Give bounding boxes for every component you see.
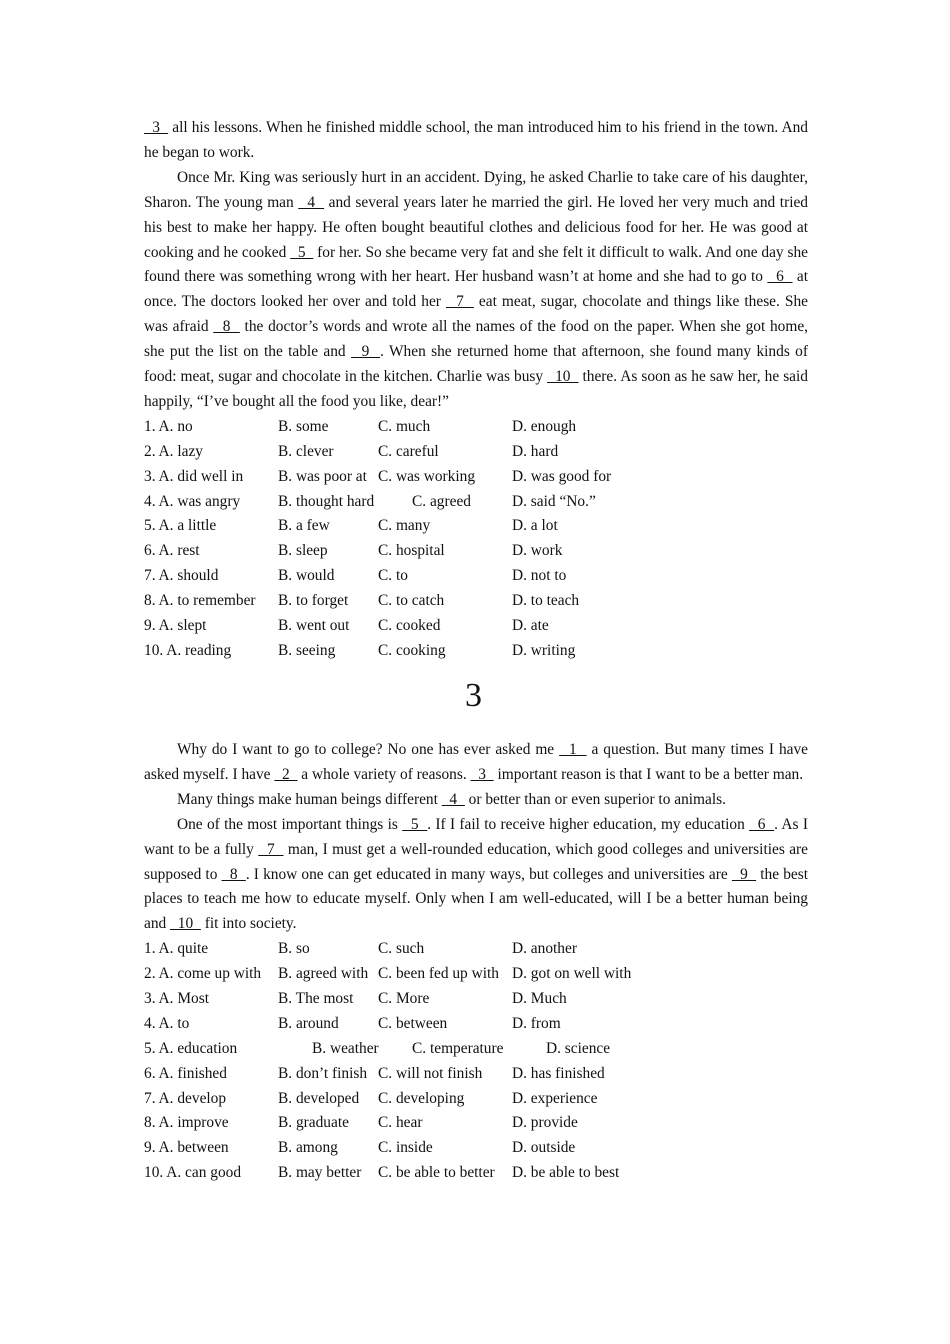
option-b: B. sleep [278,542,328,560]
question-option-a: 4. A. to [144,1014,190,1032]
answer-blank: 5 [290,243,314,261]
option-b: B. was poor at [278,467,367,485]
option-row [144,539,808,564]
option-row [144,1136,808,1161]
option-c: C. cooked [378,617,441,634]
option-d: D. experience [512,1089,598,1107]
option-c: C. temperature [412,1039,504,1057]
answer-blank: 4 [441,790,465,808]
answer-blank: 6 [767,268,793,286]
question-option-a: 2. A. lazy [144,442,203,460]
option-c: C. such [378,940,425,958]
option-c: C. agreed [412,492,471,510]
question-option-a: 3. A. did well in [144,467,244,485]
option-row [144,514,808,539]
option-d: D. another [512,940,577,958]
passage-text: man, I must get a well-rounded education, which good colleges and universities are supposed to [144,840,808,883]
option-c: C. careful [378,442,439,460]
question-option-a: 5. A. education [144,1039,238,1057]
passage-text: the best places to teach me how to educate myself. Only when I am well-educated, will I be a better human being and [144,865,808,933]
option-c: C. was working [378,467,476,485]
option-row [144,1062,808,1087]
answer-blank: 8 [213,318,240,336]
section2-passage [144,738,808,937]
answer-blank: 5 [402,815,428,833]
option-d: D. writing [512,641,576,659]
question-option-a: 8. A. to remember [144,592,256,610]
option-row [144,987,808,1012]
option-c: C. much [378,417,431,435]
document-page [144,116,809,1182]
question-option-a: 8. A. improve [144,1114,229,1132]
passage-paragraph [144,813,808,938]
option-row [144,1087,808,1112]
passage-paragraph [144,116,808,166]
option-row [144,1161,808,1186]
option-row [144,415,808,440]
passage-text: Many things make human beings different [177,790,442,808]
question-option-a: 9. A. between [144,1139,229,1157]
option-d: D. not to [512,567,567,585]
option-c: C. hear [378,1114,423,1132]
option-b: B. would [278,567,335,585]
option-b: B. a few [278,517,330,535]
passage-text: Once Mr. King was seriously hurt in an accident. Dying, he asked Charlie to take care of his daughter, Sharon. The young man [144,168,808,211]
answer-blank: 10 [170,915,201,933]
option-d: D. said “No.” [512,492,596,510]
option-row [144,937,808,962]
option-row [144,589,808,614]
option-row [144,1111,808,1136]
passage-text: all his lessons. When he finished middle school, the man introduced him to his friend in the town. And he began to work. [144,119,808,161]
option-d: D. outside [512,1139,576,1157]
option-row [144,639,808,664]
passage-text: and several years later he married the girl. He loved her very much and tried his best to make her happy. He often bought beautiful clothes and delicious food for her. He was good at cooking and he cooked [144,193,808,261]
passage-text: Why do I want to go to college? No one has ever asked me [177,741,560,758]
answer-blank: 2 [274,765,298,783]
option-c: C. many [378,517,431,535]
option-b: B. around [278,1014,339,1032]
option-row [144,614,808,639]
question-option-a: 6. A. finished [144,1064,227,1082]
section2-options [144,937,808,1186]
option-c: C. to catch [378,592,445,610]
answer-blank: 4 [298,193,325,211]
option-d: D. be able to best [512,1164,620,1182]
passage-text: or better than or even superior to animals. [464,790,726,808]
question-option-a: 1. A. quite [144,940,209,958]
question-option-a: 7. A. should [144,567,219,585]
question-option-a: 5. A. a little [144,517,217,535]
passage-text: the doctor’s words and wrote all the names of the food on the paper. When she got home, she put the list on the table and [144,318,809,361]
answer-blank: 9 [350,343,381,361]
option-d: D. was good for [512,467,612,485]
question-option-a: 4. A. was angry [144,492,241,510]
passage-paragraph [144,738,808,788]
option-d: D. enough [512,417,577,435]
option-b: B. went out [278,617,350,634]
option-c: C. between [378,1014,448,1032]
option-b: B. thought hard [278,492,375,510]
answer-blank: 7 [258,840,284,858]
section1 [144,116,808,664]
option-b: B. developed [278,1089,360,1107]
option-c: C. inside [378,1139,433,1157]
question-option-a: 10. A. can good [144,1164,242,1182]
option-row [144,564,808,589]
option-b: B. graduate [278,1114,349,1132]
answer-blank: 7 [445,293,474,311]
answer-blank: 6 [749,815,775,833]
option-b: B. so [278,940,310,958]
option-c: C. to [378,567,408,585]
option-row [144,1012,808,1037]
section-number: 3 [465,677,482,714]
answer-blank: 8 [221,865,246,883]
passage-text: important reason is that I want to be a better man. [493,765,804,783]
option-row [144,465,808,490]
section1-passage [144,116,808,415]
passage-text: a whole variety of reasons. [297,765,471,783]
option-row [144,1037,808,1062]
answer-blank: 1 [559,741,587,758]
section1-options [144,415,808,664]
question-option-a: 1. A. no [144,417,193,435]
passage-text: a question. But many times I have asked myself. I have [144,741,808,783]
option-d: D. ate [512,617,549,634]
option-d: D. to teach [512,592,580,610]
passage-text: . As I want to be a fully [144,815,808,858]
passage-paragraph [144,788,808,813]
option-c: C. be able to better [378,1164,495,1182]
question-option-a: 9. A. slept [144,617,207,634]
option-d: D. Much [512,990,567,1008]
option-b: B. seeing [278,641,336,659]
question-option-a: 6. A. rest [144,542,200,560]
option-row [144,440,808,465]
passage-paragraph [144,166,808,415]
option-c: C. cooking [378,641,446,659]
option-b: B. among [278,1139,338,1157]
option-b: B. The most [278,990,354,1008]
option-b: B. weather [312,1039,379,1057]
answer-blank: 10 [547,368,579,386]
option-row [144,490,808,515]
option-d: D. has finished [512,1064,605,1082]
option-c: C. More [378,990,430,1008]
answer-blank: 3 [144,119,169,136]
passage-text: . I know one can get educated in many ways, but colleges and universities are [245,865,732,883]
passage-text: at once. The doctors looked her over and told her [144,268,808,311]
option-d: D. hard [512,442,559,460]
option-d: D. got on well with [512,965,632,983]
answer-blank: 3 [470,765,494,783]
option-row [144,962,808,987]
option-c: C. will not finish [378,1064,483,1082]
passage-text: eat meat, sugar, chocolate and things like these. She was afraid [144,293,808,336]
option-d: D. science [546,1039,611,1057]
option-b: B. some [278,417,329,435]
option-b: B. to forget [278,592,349,610]
option-b: B. clever [278,442,334,460]
passage-text: fit into society. [200,915,297,933]
question-option-a: 7. A. develop [144,1089,227,1107]
passage-text: . When she returned home that afternoon, she found many kinds of food: meat, sugar and chocolate in the kitchen. Charlie was busy [144,343,808,386]
option-b: B. agreed with [278,965,369,983]
option-c: C. hospital [378,542,445,560]
option-d: D. provide [512,1114,578,1132]
option-b: B. may better [278,1164,362,1182]
answer-blank: 9 [731,865,757,883]
option-d: D. work [512,542,563,560]
passage-text: for her. So she became very fat and she felt it difficult to walk. And one day she found there was something wrong with her heart. Her husband wasn’t at home and she had to go to [144,243,808,286]
passage-text: One of the most important things is [177,815,403,833]
option-b: B. don’t finish [278,1064,368,1082]
section2 [144,738,808,1186]
option-c: C. been fed up with [378,965,499,983]
passage-text: there. As soon as he saw her, he said happily, “I’ve bought all the food you like, dear!” [144,368,808,410]
question-option-a: 10. A. reading [144,641,232,659]
option-d: D. a lot [512,517,558,535]
question-option-a: 3. A. Most [144,990,209,1008]
question-option-a: 2. A. come up with [144,965,262,983]
option-d: D. from [512,1014,561,1032]
option-c: C. developing [378,1089,465,1107]
passage-text: . If I fail to receive higher education, my education [427,815,750,833]
